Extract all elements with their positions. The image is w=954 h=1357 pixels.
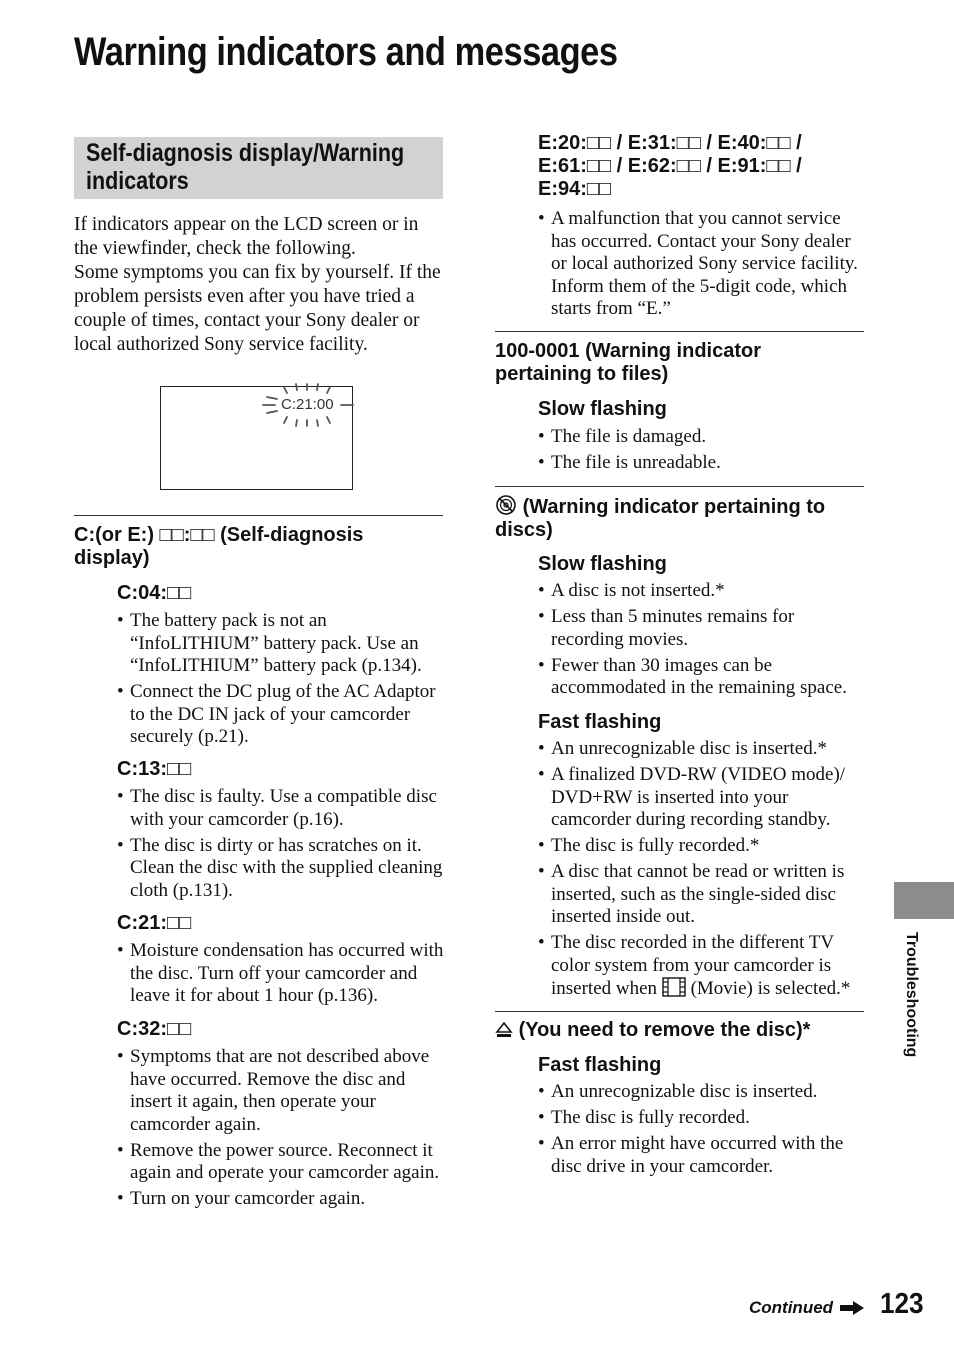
slow-flashing-label: Slow flashing	[538, 398, 667, 420]
intro-paragraph: If indicators appear on the LCD screen or in the viewfinder, check the following.	[74, 214, 419, 259]
continued-label: Continued	[749, 1298, 834, 1317]
list-item: • Remove the power source. Reconnect it again and operate your camcorder again.	[117, 1140, 444, 1185]
code-c32: C:32:□□	[117, 1018, 192, 1040]
list-item-text: The disc recorded in the different TV color system from your camcorder is inserted when	[551, 932, 834, 999]
list-item: • A finalized DVD-RW (VIDEO mode)/ DVD+RW is inserted into your camcorder during recording standby.	[538, 764, 865, 832]
fast-flashing-label: Fast flashing	[538, 711, 662, 733]
list-item: • Connect the DC plug of the AC Adaptor to the DC IN jack of your camcorder securely (p.21).	[117, 681, 444, 749]
intro-paragraph: Some symptoms you can fix by yourself. If the problem persists even after you have tried a couple of times, contact your Sony dealer or local authorized Sony service facility.	[74, 262, 441, 355]
list-c13	[117, 786, 444, 906]
list-item: • Symptoms that are not described above have occurred. Remove the disc and insert it again, then operate your camcorder again.	[117, 1046, 444, 1136]
list-eject	[538, 1081, 865, 1182]
heading-text: (Warning indicator pertaining to	[522, 496, 826, 518]
slow-flashing-label: Slow flashing	[538, 553, 667, 575]
code-c21: C:21:□□	[117, 912, 192, 934]
code-c04: C:04:□□	[117, 582, 192, 604]
list-item: • Fewer than 30 images can be accommodated in the remaining space.	[538, 655, 865, 700]
lcd-screen-illustration	[160, 386, 353, 490]
list-discs-slow	[538, 580, 865, 703]
list-c04	[117, 610, 444, 752]
page-title: Warning indicators and messages	[74, 30, 618, 74]
continued-arrow-icon	[840, 1301, 864, 1315]
list-files	[538, 426, 865, 478]
list-item: • An error might have occurred with the disc drive in your camcorder.	[538, 1133, 865, 1178]
list-c21	[117, 940, 444, 1011]
list-item: • The disc is fully recorded.*	[538, 835, 865, 858]
section-heading-text: Self-diagnosis display/Warning indicators	[86, 139, 405, 195]
list-item: • A disc is not inserted.*	[538, 580, 865, 603]
list-item: • The file is unreadable.	[538, 452, 865, 475]
heading-line: pertaining to files)	[495, 363, 669, 385]
list-item: • The battery pack is not an “InfoLITHIUM” battery pack. Use an “InfoLITHIUM” battery pack (p.134).	[117, 610, 444, 678]
divider	[495, 331, 864, 332]
files-warning-heading	[495, 340, 865, 386]
list-item: • An unrecognizable disc is inserted.	[538, 1081, 865, 1104]
section-tab-marker	[894, 882, 954, 919]
heading-line: display)	[74, 547, 150, 569]
divider	[495, 486, 864, 487]
discs-warning-heading	[495, 494, 865, 542]
list-item	[538, 932, 865, 1001]
heading-line	[495, 494, 865, 519]
heading-text: (You need to remove the disc)*	[518, 1019, 811, 1041]
heading-line: discs)	[495, 519, 553, 541]
list-item: • An unrecognizable disc is inserted.*	[538, 738, 865, 761]
list-c32	[117, 1046, 444, 1214]
list-item: • The disc is faulty. Use a compatible disc with your camcorder (p.16).	[117, 786, 444, 831]
error-codes-heading	[538, 132, 868, 201]
list-item-text: (Movie) is selected.*	[690, 978, 851, 999]
movie-icon	[662, 977, 686, 997]
list-error-codes	[538, 208, 865, 324]
list-item: • Less than 5 minutes remains for recording movies.	[538, 606, 865, 651]
divider	[74, 515, 443, 516]
list-item: • A malfunction that you cannot service has occurred. Contact your Sony dealer or local authorized Sony service facility. Inform them of the 5-digit code, which starts from “E.”	[538, 208, 865, 321]
list-item: • A disc that cannot be read or written is inserted, such as the single-sided disc inserted inside out.	[538, 861, 865, 929]
page-number: 123	[880, 1288, 924, 1320]
intro-text	[74, 213, 444, 357]
code-c13: C:13:□□	[117, 758, 192, 780]
heading-line: E:20:□□ / E:31:□□ / E:40:□□ /	[538, 132, 802, 154]
list-item: • The file is damaged.	[538, 426, 865, 449]
list-item: • Moisture condensation has occurred with the disc. Turn off your camcorder and leave it for about 1 hour (p.136).	[117, 940, 444, 1008]
divider	[495, 1011, 864, 1012]
section-heading	[74, 137, 443, 199]
list-discs-fast	[538, 738, 865, 1004]
heading-line: E:94:□□	[538, 178, 612, 200]
list-item: • The disc is dirty or has scratches on it. Clean the disc with the supplied cleaning cloth (p.131).	[117, 835, 444, 903]
lcd-code: C:21:00	[281, 396, 334, 413]
side-tab-label	[898, 932, 922, 1072]
fast-flashing-label: Fast flashing	[538, 1054, 662, 1076]
list-item: • Turn on your camcorder again.	[117, 1188, 444, 1211]
heading-line: C:(or E:) □□:□□ (Self-diagnosis	[74, 524, 364, 546]
disc-warning-icon	[495, 494, 517, 516]
eject-heading	[495, 1019, 865, 1042]
heading-line: 100-0001 (Warning indicator	[495, 340, 761, 362]
self-diagnosis-heading	[74, 524, 444, 570]
list-item: • The disc is fully recorded.	[538, 1107, 865, 1130]
heading-line: E:61:□□ / E:62:□□ / E:91:□□ /	[538, 155, 802, 177]
side-tab-text: Troubleshooting	[903, 932, 920, 1058]
eject-icon	[495, 1021, 513, 1039]
